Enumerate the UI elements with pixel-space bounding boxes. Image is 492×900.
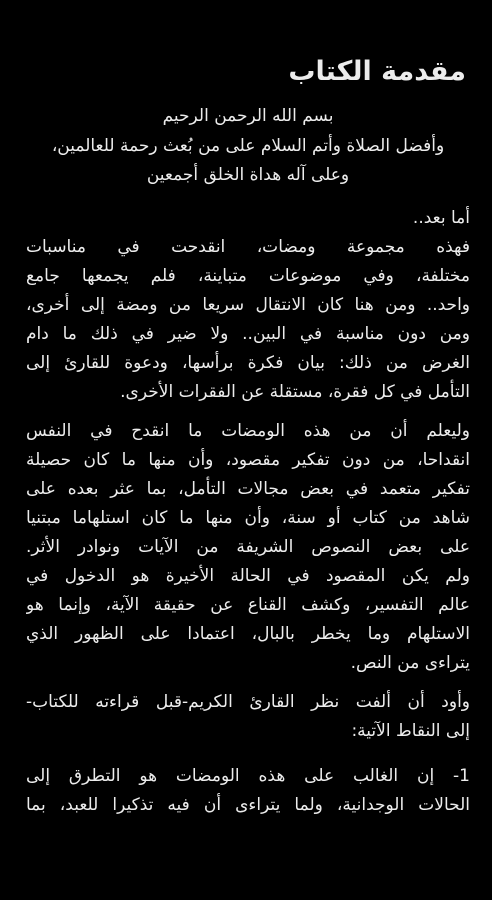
paragraph-line: التأمل في كل فقرة، مستقلة عن الفقرات الأخرى.	[120, 382, 470, 402]
opening-line: وأفضل الصلاة وأتم السلام على من بُعث رحمة للعالمين،	[51, 136, 445, 156]
paragraph-flashes	[26, 417, 470, 678]
paragraph-line: الغرض من ذلك: بيان فكرة برأسها، ودعوة للقارئ إلى	[26, 353, 470, 373]
paragraph-line: واحد.. ومن هنا كان الانتقال سريعا من ومضة إلى أخرى،	[26, 295, 470, 315]
paragraph-line: الاستلهام وما يخطر بالبال، اعتمادا على الظهور الذي	[26, 624, 470, 644]
paragraph-line: على بعض النصوص الشريفة من الآيات ونوادر الأثر.	[26, 537, 470, 557]
opening-line: وعلى آله هداة الخلق أجمعين	[146, 165, 350, 185]
paragraph-line: تفكير متعمد في بعض مجالات التأمل، بما عثر بعده على	[26, 479, 470, 499]
point-one	[26, 762, 470, 820]
paragraph-line: الحالات الوجدانية، ولما يتراءى أن فيه تذكيرا للعبد، بما	[26, 795, 470, 815]
paragraph-line: ولم يكن المقصود في الحالة الأخيرة هو الدخول في	[26, 566, 470, 586]
amma-baad-heading: أما بعد..	[412, 208, 470, 228]
paragraph-line: وأود أن ألفت نظر القارئ الكريم-قبل قراءته للكتاب-	[26, 692, 470, 712]
basmala: بسم الله الرحمن الرحيم	[162, 106, 334, 126]
page-title: مقدمة الكتاب	[288, 56, 466, 87]
paragraph-line: مختلفة، وفي موضوعات متباينة، فلم يجمعها جامع	[26, 266, 470, 286]
paragraph-line: يتراءى من النص.	[350, 653, 470, 673]
paragraph-line: 1- إن الغالب على هذه الومضات هو التطرق إلى	[26, 766, 470, 786]
paragraph-line: شاهد من كتاب أو سنة، وأن منها ما كان استلهاما مبتنيا	[26, 508, 470, 528]
opening-blessing	[26, 132, 470, 190]
paragraph-line: انقداحا، من دون تفكير مقصود، وأن منها ما كان حصيلة	[26, 450, 470, 470]
paragraph-line: فهذه مجموعة ومضات، انقدحت في مناسبات	[26, 237, 470, 257]
paragraph-notice	[26, 688, 470, 746]
paragraph-line: إلى النقاط الآتية:	[351, 721, 470, 741]
paragraph-line: عالم التفسير، وكشف القناع عن حقيقة الآية، وإنما هو	[26, 595, 470, 615]
paragraph-line: ومن دون مناسبة في البين.. ولا ضير في ذلك ما دام	[26, 324, 470, 344]
paragraph-line: وليعلم أن من هذه الومضات ما انقدح في النفس	[26, 421, 470, 441]
paragraph-intro	[26, 233, 470, 407]
